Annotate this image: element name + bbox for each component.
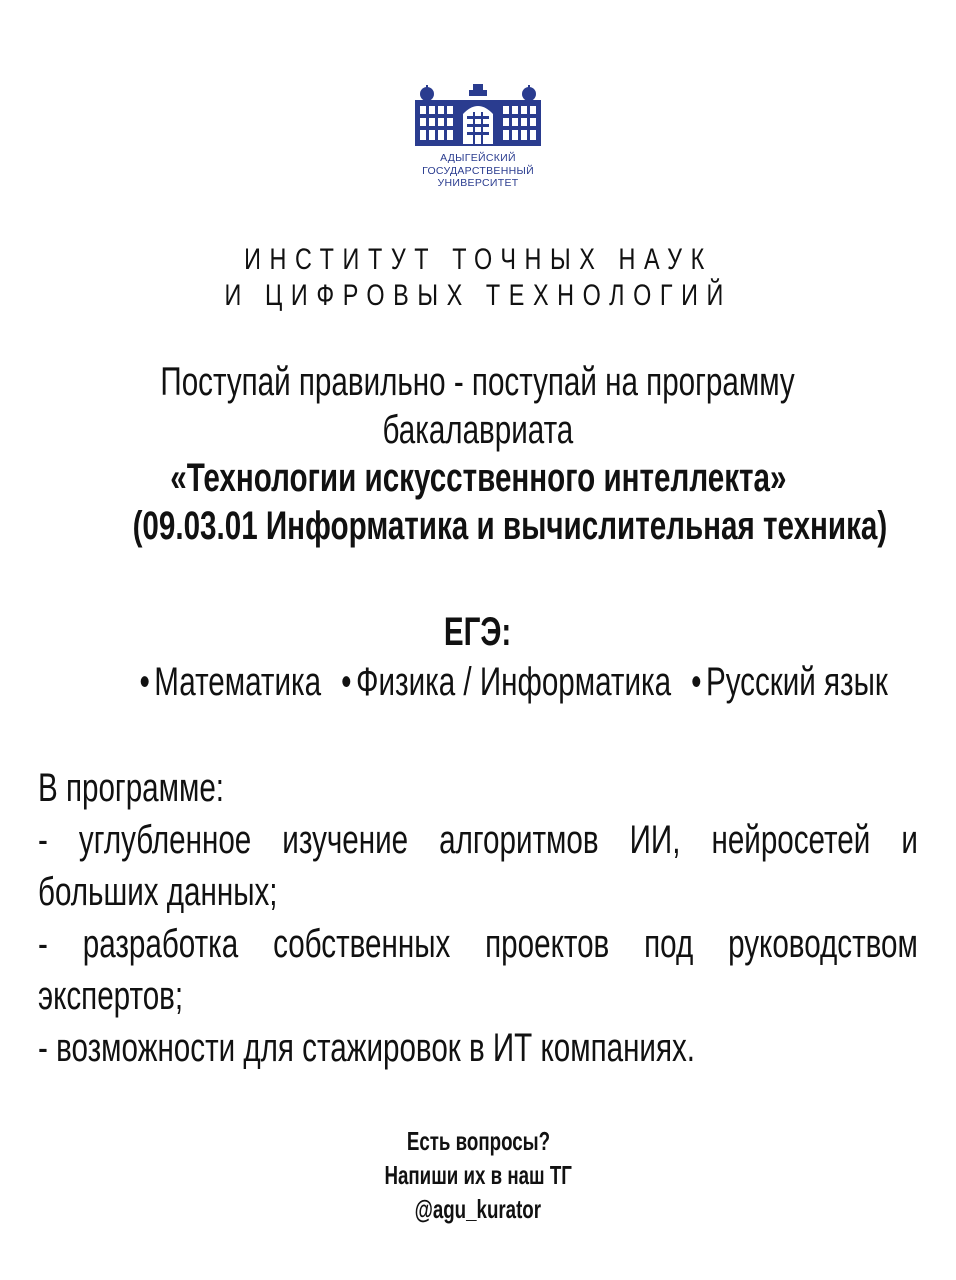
institute-title bbox=[0, 242, 956, 314]
institute-title-line: ИНСТИТУТ ТОЧНЫХ НАУК bbox=[243, 243, 713, 276]
word: алгоритмов bbox=[439, 818, 599, 862]
word: руководством bbox=[728, 922, 918, 966]
word: под bbox=[644, 922, 694, 966]
ege-subjects bbox=[0, 658, 956, 706]
contact-block bbox=[0, 1124, 956, 1226]
word: и bbox=[901, 818, 918, 862]
bullet-icon: • bbox=[691, 660, 702, 704]
word: углубленное bbox=[78, 818, 252, 862]
contact-question: Есть вопросы? bbox=[406, 1126, 550, 1156]
university-logo bbox=[398, 84, 558, 208]
institute-title-line: И ЦИФРОВЫХ ТЕХНОЛОГИЙ bbox=[224, 279, 732, 312]
word: - bbox=[38, 818, 48, 862]
program-item-continuation: экспертов; bbox=[38, 974, 184, 1018]
university-name-line: ГОСУДАРСТВЕННЫЙ bbox=[422, 164, 534, 177]
program-title: В программе: bbox=[38, 766, 225, 810]
ege-subject bbox=[341, 660, 671, 704]
headline bbox=[0, 358, 956, 550]
program-item bbox=[38, 814, 918, 866]
university-name bbox=[398, 152, 558, 190]
university-building-icon bbox=[407, 84, 549, 146]
program-item: - возможности для стажировок в ИТ компаниях. bbox=[38, 1026, 696, 1070]
headline-line: Поступай правильно - поступай на программу bbox=[160, 360, 796, 404]
ege-title-text: ЕГЭ: bbox=[444, 610, 512, 654]
program-description bbox=[38, 762, 918, 1074]
word: - bbox=[38, 922, 48, 966]
word: ИИ, bbox=[629, 818, 681, 862]
ege-subject-label: Математика bbox=[154, 660, 322, 704]
bullet-icon: • bbox=[139, 660, 150, 704]
ege-subject-label: Физика / Информатика bbox=[355, 660, 672, 704]
ege-title bbox=[0, 608, 956, 656]
word: проектов bbox=[485, 922, 610, 966]
ege-subject bbox=[691, 660, 888, 704]
program-name: «Технологии искусственного интеллекта» bbox=[169, 456, 787, 500]
contact-invite: Напиши их в наш ТГ bbox=[384, 1160, 572, 1190]
program-code: (09.03.01 Информатика и вычислительная техника) bbox=[132, 504, 888, 548]
telegram-handle[interactable]: @agu_kurator bbox=[414, 1194, 542, 1224]
word: нейросетей bbox=[711, 818, 871, 862]
ege-subject-label: Русский язык bbox=[705, 660, 888, 704]
ege-subject bbox=[139, 660, 321, 704]
program-item-continuation: больших данных; bbox=[38, 870, 278, 914]
word: изучение bbox=[282, 818, 409, 862]
bullet-icon: • bbox=[341, 660, 352, 704]
word: собственных bbox=[273, 922, 451, 966]
word: разработка bbox=[82, 922, 239, 966]
headline-line: бакалавриата bbox=[382, 408, 574, 452]
program-item bbox=[38, 918, 918, 970]
university-name-line: УНИВЕРСИТЕТ bbox=[437, 177, 519, 189]
university-name-line: АДЫГЕЙСКИЙ bbox=[440, 152, 516, 164]
